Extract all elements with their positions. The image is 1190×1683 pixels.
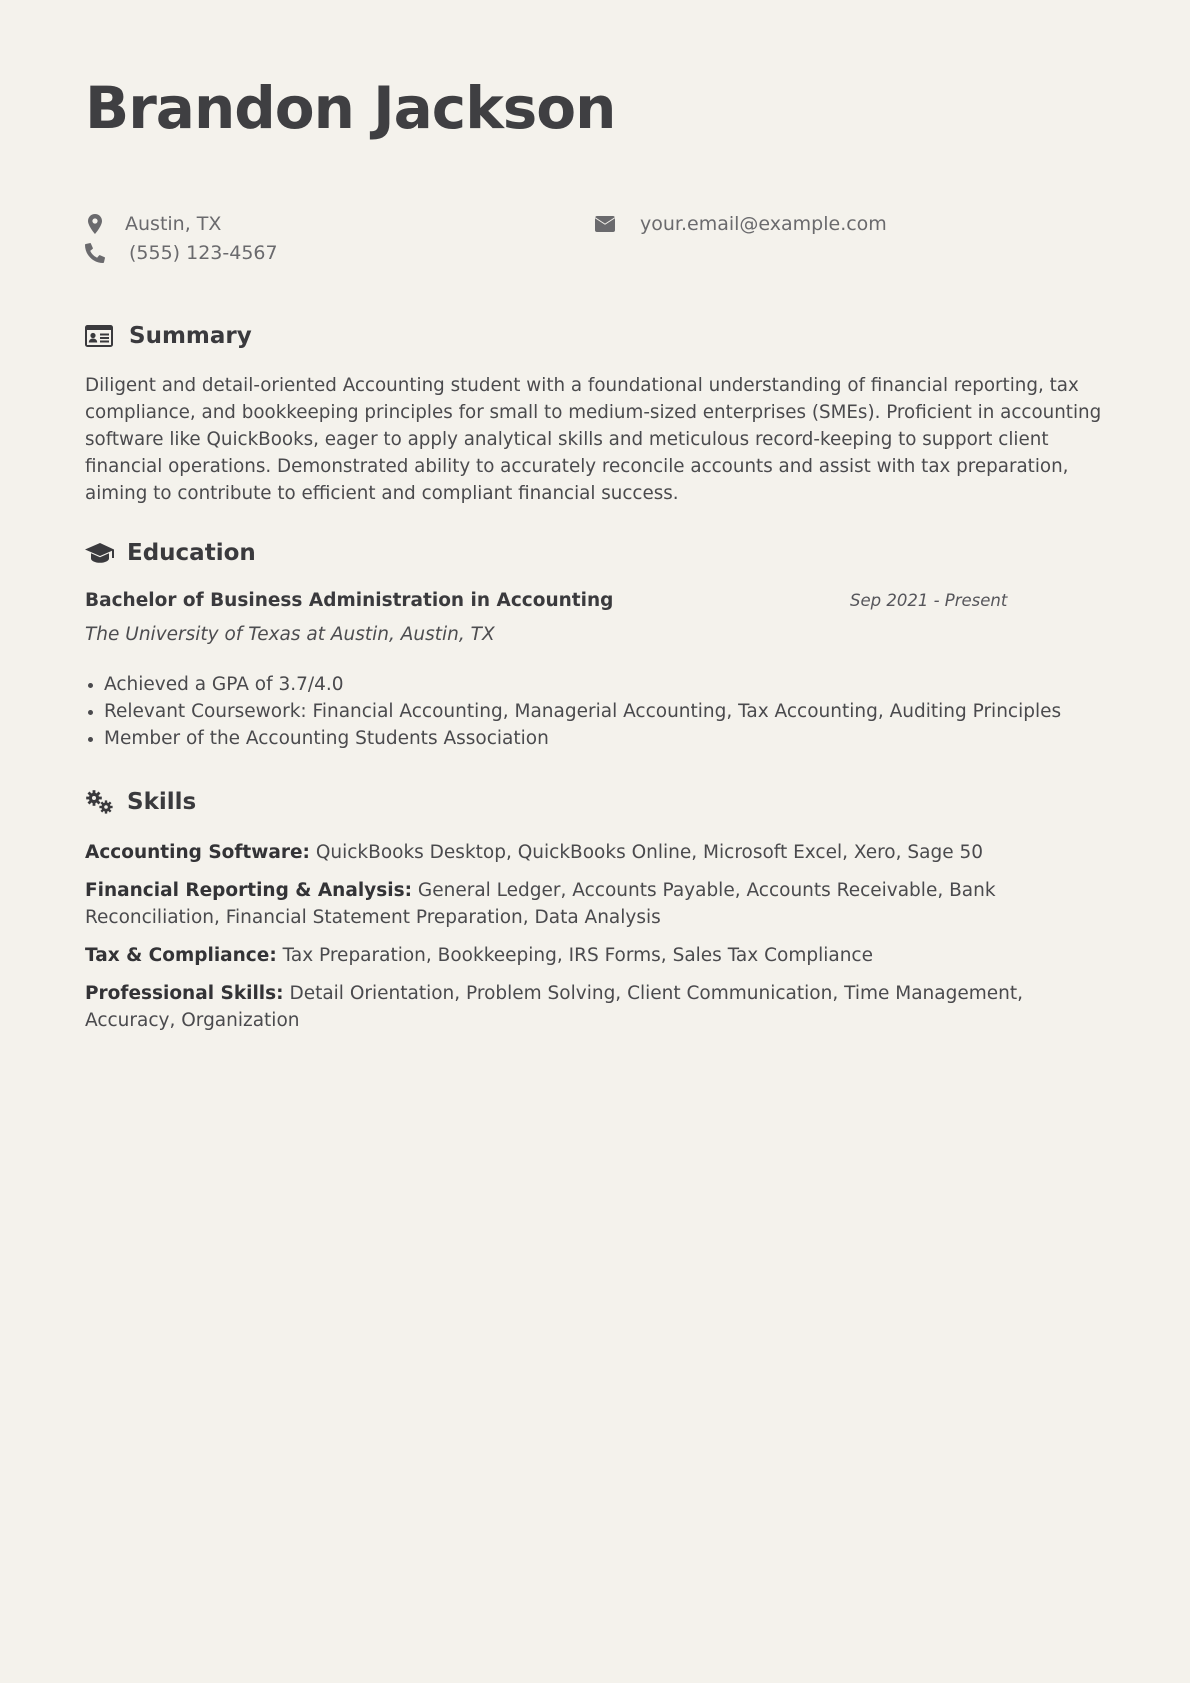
skills-section-header xyxy=(85,786,196,818)
summary-text: Diligent and detail-oriented Accounting student with a foundational understanding of financial reporting, tax compliance, and bookkeeping principles for small to medium-sized enterprises (SMEs). Proficient in accounting software like QuickBooks, eager to apply analytical skills and meticulous record-keeping to support client financial operations. Demonstrated ability to accurately reconcile accounts and assist with tax preparation, aiming to contribute to efficient and compliant financial success. xyxy=(85,375,1102,504)
skill-row-financial-reporting xyxy=(85,877,1105,931)
skill-label: Professional Skills: xyxy=(85,983,284,1004)
id-card-icon xyxy=(85,323,115,349)
degree-title: Bachelor of Business Administration in Accounting xyxy=(85,590,614,611)
skill-label: Accounting Software: xyxy=(85,842,310,863)
education-dates: Sep 2021 - Present xyxy=(850,591,1008,610)
list-item: Member of the Accounting Students Association xyxy=(104,725,1061,752)
skills-heading: Skills xyxy=(127,789,197,815)
skill-row-accounting-software xyxy=(85,839,1105,866)
skill-value: QuickBooks Desktop, QuickBooks Online, Microsoft Excel, Xero, Sage 50 xyxy=(315,842,984,863)
education-bullets xyxy=(85,671,1061,752)
envelope-icon xyxy=(595,213,615,235)
skill-row-tax-compliance xyxy=(85,942,1105,969)
map-marker-icon xyxy=(85,213,105,235)
school-name: The University of Texas at Austin, Austin, TX xyxy=(85,624,495,645)
phone-icon xyxy=(85,242,105,264)
skill-label: Financial Reporting & Analysis: xyxy=(85,880,412,901)
skill-label: Tax & Compliance: xyxy=(85,945,277,966)
skill-row-professional-skills xyxy=(85,980,1105,1034)
summary-section-header xyxy=(85,320,252,352)
contact-location xyxy=(85,211,221,237)
email-text: your.email@example.com xyxy=(640,213,887,235)
list-item: Achieved a GPA of 3.7/4.0 xyxy=(104,671,1061,698)
education-heading: Education xyxy=(127,540,256,566)
location-text: Austin, TX xyxy=(125,213,222,235)
skill-value: Tax Preparation, Bookkeeping, IRS Forms, Sales Tax Compliance xyxy=(282,945,873,966)
candidate-name: Brandon Jackson xyxy=(85,74,616,142)
skill-value: Detail Orientation, Problem Solving, Client Communication, Time Management, Accuracy, Organization xyxy=(85,983,1023,1031)
contact-phone xyxy=(85,240,278,266)
contact-email xyxy=(595,211,887,237)
summary-heading: Summary xyxy=(129,323,252,349)
list-item: Relevant Coursework: Financial Accounting, Managerial Accounting, Tax Accounting, Auditing Principles xyxy=(104,698,1061,725)
education-section-header xyxy=(85,537,256,569)
skill-value: General Ledger, Accounts Payable, Accounts Receivable, Bank Reconciliation, Financial Statement Preparation, Data Analysis xyxy=(85,880,996,928)
gears-icon xyxy=(85,789,115,815)
phone-text: (555) 123-4567 xyxy=(129,242,278,264)
graduation-cap-icon xyxy=(85,540,115,566)
